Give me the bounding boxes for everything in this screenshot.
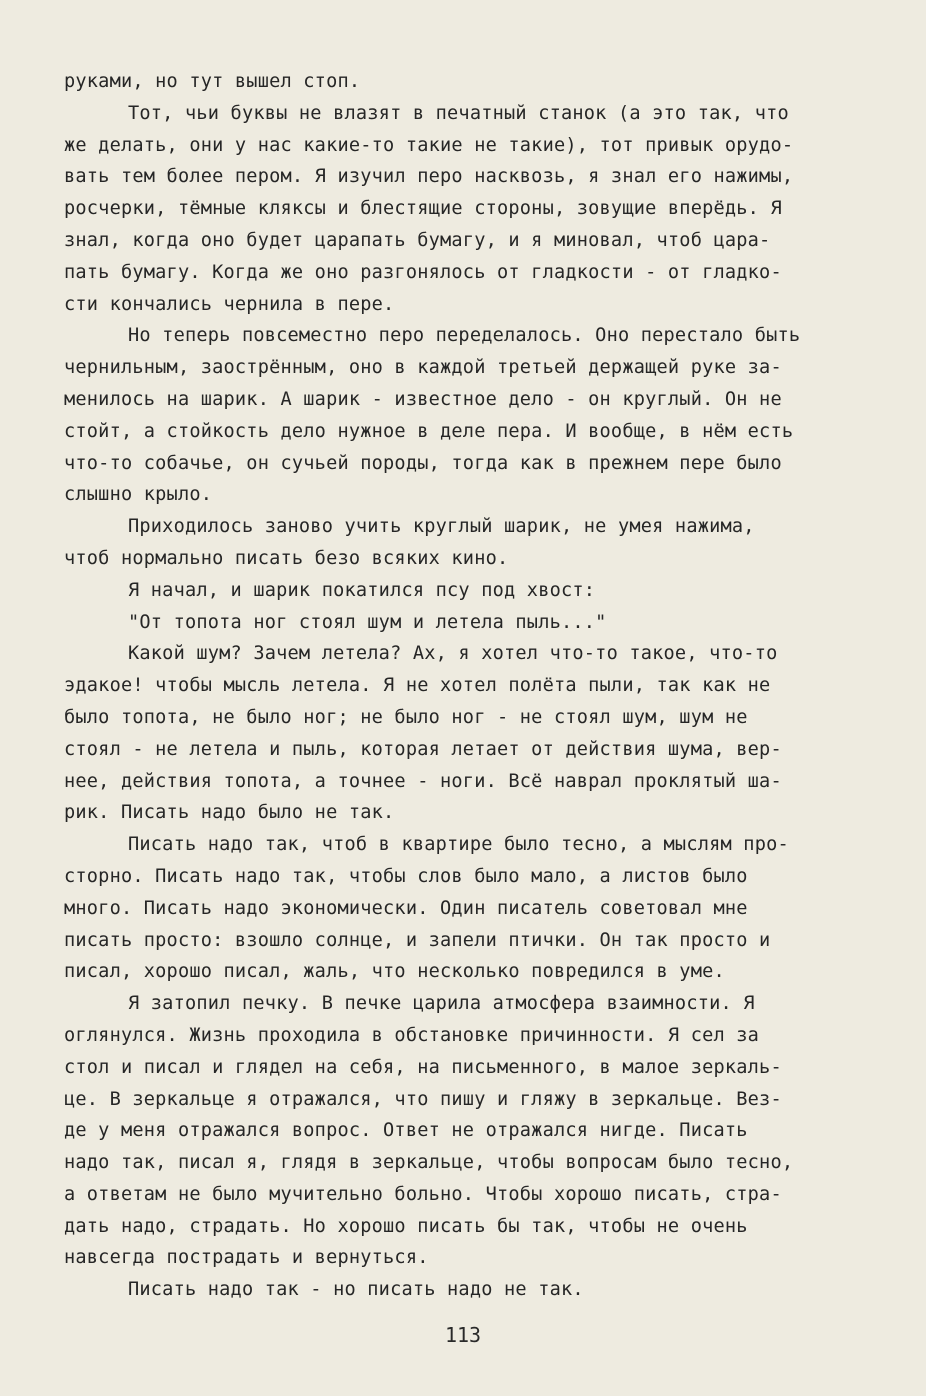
text-line: нее, действия топота, а точнее - ноги. Всё наврал проклятый ша-: [64, 770, 782, 792]
text-line: много. Писать надо экономически. Один писатель советовал мне: [64, 897, 748, 919]
text-line: це. В зеркальце я отражался, что пишу и гляжу в зеркальце. Вез-: [64, 1088, 782, 1110]
text-line: Но теперь повсеместно перо переделалось. Оно перестало быть: [128, 325, 801, 347]
text-line: дать надо, страдать. Но хорошо писать бы так, чтобы не очень: [64, 1215, 748, 1237]
page-number: 113: [444, 1323, 482, 1347]
text-line: чернильным, заострённым, оно в каждой третьей держащей руке за-: [64, 357, 782, 379]
text-line: же делать, они у нас какие-то такие не такие), тот привык орудо-: [64, 134, 794, 156]
text-line: стойт, а стойкость дело нужное в деле пера. И вообще, в нём есть: [64, 420, 794, 442]
text-line: писать просто: взошло солнце, и запели птички. Он так просто и: [64, 929, 771, 951]
text-line: стол и писал и глядел на себя, на письменного, в малое зеркаль-: [64, 1056, 782, 1078]
text-line: стоял - не летела и пыль, которая летает от действия шума, вер-: [64, 738, 782, 760]
text-line: менилось на шарик. А шарик - известное дело - он круглый. Он не: [64, 388, 782, 410]
text-line: чтоб нормально писать безо всяких кино.: [64, 547, 509, 569]
text-line: пать бумагу. Когда же оно разгонялось от гладкости - от гладко-: [64, 261, 782, 283]
body-text: [64, 66, 904, 1306]
text-line: Тот, чьи буквы не влазят в печатный станок (а это так, что: [128, 102, 789, 124]
text-line: Я начал, и шарик покатился псу под хвост:: [128, 579, 596, 601]
text-line: сти кончались чернила в пере.: [64, 293, 395, 315]
text-line: "От топота ног стоял шум и летела пыль...": [128, 611, 607, 633]
text-line: рик. Писать надо было не так.: [64, 802, 395, 824]
text-line: сторно. Писать надо так, чтобы слов было мало, а листов было: [64, 865, 748, 887]
text-line: знал, когда оно будет царапать бумагу, и я миновал, чтоб цара-: [64, 229, 771, 251]
text-line: Я затопил печку. В печке царила атмосфера взаимности. Я: [128, 993, 755, 1015]
text-line: оглянулся. Жизнь проходила в обстановке причинности. Я сел за: [64, 1024, 760, 1046]
text-line: Писать надо так - но писать надо не так.: [128, 1279, 584, 1301]
text-line: слышно крыло.: [64, 484, 213, 506]
text-line: Какой шум? Зачем летела? Ах, я хотел что-то такое, что-то: [128, 643, 778, 665]
text-line: надо так, писал я, глядя в зеркальце, чтобы вопросам было тесно,: [64, 1152, 794, 1174]
text-line: а ответам не было мучительно больно. Чтобы хорошо писать, стра-: [64, 1183, 782, 1205]
text-line: де у меня отражался вопрос. Ответ не отражался нигде. Писать: [64, 1120, 748, 1142]
text-line: Приходилось заново учить круглый шарик, не умея нажима,: [128, 516, 755, 538]
text-line: вать тем более пером. Я изучил перо насквозь, я знал его нажимы,: [64, 166, 794, 188]
text-line: что-то собачье, он сучьей породы, тогда как в прежнем пере было: [64, 452, 782, 474]
text-line: Писать надо так, чтоб в квартире было тесно, а мыслям про-: [128, 834, 789, 856]
text-line: руками, но тут вышел стоп.: [64, 71, 361, 92]
text-line: навсегда пострадать и вернуться.: [64, 1247, 429, 1269]
text-line: росчерки, тёмные кляксы и блестящие стороны, зовущие вперёдь. Я: [64, 198, 782, 220]
text-line: было топота, не было ног; не было ног - не стоял шум, шум не: [64, 706, 748, 728]
text-line: эдакое! чтобы мысль летела. Я не хотел полёта пыли, так как не: [64, 675, 771, 697]
text-line: писал, хорошо писал, жаль, что несколько повредился в уме.: [64, 961, 725, 983]
